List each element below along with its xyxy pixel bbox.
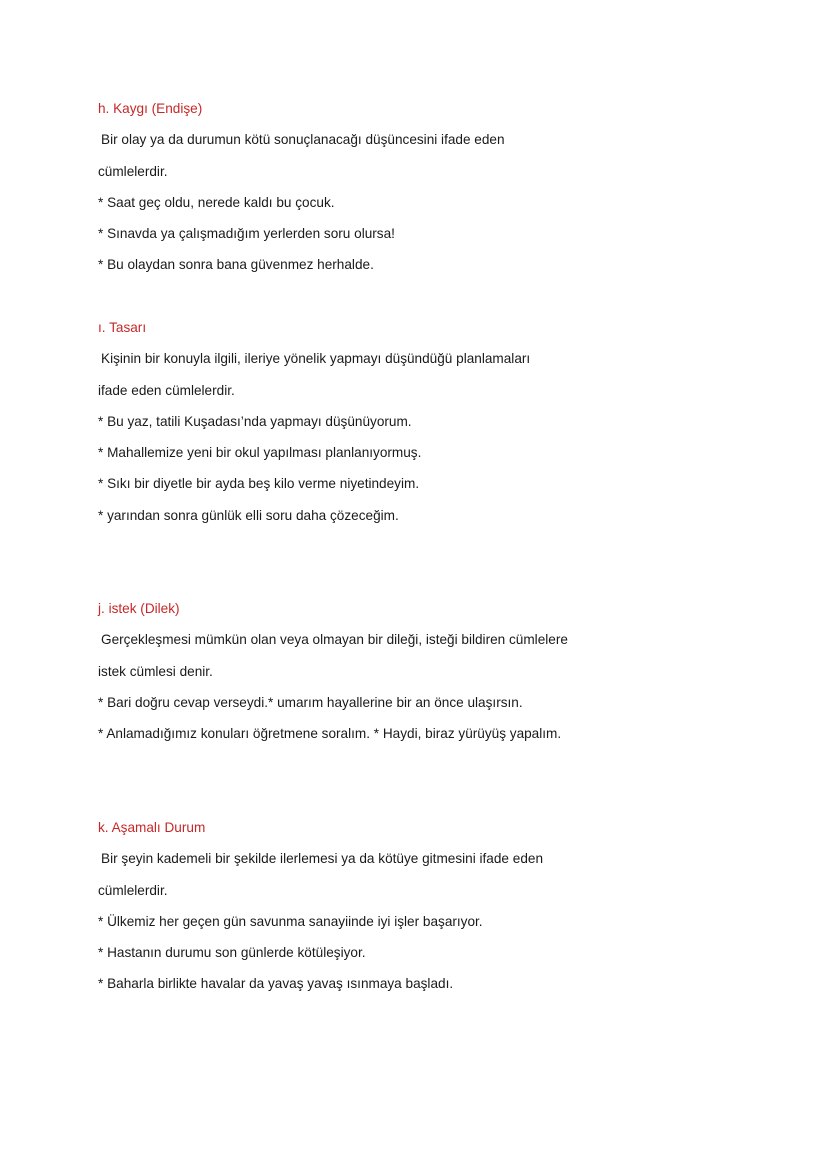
example-line: * Anlamadığımız konuları öğretmene soralım. * Haydi, biraz yürüyüş yapalım.	[98, 726, 562, 742]
definition-line: istek cümlesi denir.	[98, 663, 213, 679]
definition-line: Kişinin bir konuyla ilgili, ileriye yönelik yapmayı düşündüğü planlamaları	[101, 351, 531, 367]
definition-line: ifade eden cümlelerdir.	[98, 382, 235, 398]
example-line: * Saat geç oldu, nerede kaldı bu çocuk.	[98, 194, 335, 210]
section-kaygi	[98, 98, 778, 286]
example-line: * Sınavda ya çalışmadığım yerlerden soru olursa!	[98, 226, 395, 242]
definition-line: Bir şeyin kademeli bir şekilde ilerlemesi ya da kötüye gitmesini ifade eden	[101, 851, 544, 867]
example-line: * Bu olaydan sonra bana güvenmez herhalde.	[98, 257, 374, 273]
example-line: * Mahallemize yeni bir okul yapılması planlanıyormuş.	[98, 445, 422, 461]
section-heading: h. Kaygı (Endişe)	[98, 101, 203, 116]
definition-line: cümlelerdir.	[98, 163, 168, 179]
definition-line: cümlelerdir.	[98, 882, 168, 898]
example-line: * Ülkemiz her geçen gün savunma sanayiinde iyi işler başarıyor.	[98, 913, 483, 929]
example-line: * Baharla birlikte havalar da yavaş yavaş ısınmaya başladı.	[98, 976, 454, 992]
definition-line: Gerçekleşmesi mümkün olan veya olmayan bir dileği, isteği bildiren cümlelere	[101, 632, 568, 648]
example-line: * Bari doğru cevap verseydi.* umarım hayallerine bir an önce ulaşırsın.	[98, 694, 523, 710]
section-heading: k. Aşamalı Durum	[98, 820, 206, 835]
section-tasari	[98, 317, 778, 536]
section-heading: j. istek (Dilek)	[98, 601, 180, 616]
section-istek	[98, 598, 778, 754]
example-line: * yarından sonra günlük elli soru daha çözeceğim.	[98, 507, 399, 523]
example-line: * Hastanın durumu son günlerde kötüleşiyor.	[98, 945, 366, 961]
definition-line: Bir olay ya da durumun kötü sonuçlanacağı düşüncesini ifade eden	[101, 132, 505, 148]
example-line: * Bu yaz, tatili Kuşadası’nda yapmayı düşünüyorum.	[98, 413, 412, 429]
section-asamali-durum	[98, 817, 778, 1005]
section-heading: ı. Tasarı	[98, 320, 147, 335]
example-line: * Sıkı bir diyetle bir ayda beş kilo verme niyetindeyim.	[98, 476, 420, 492]
